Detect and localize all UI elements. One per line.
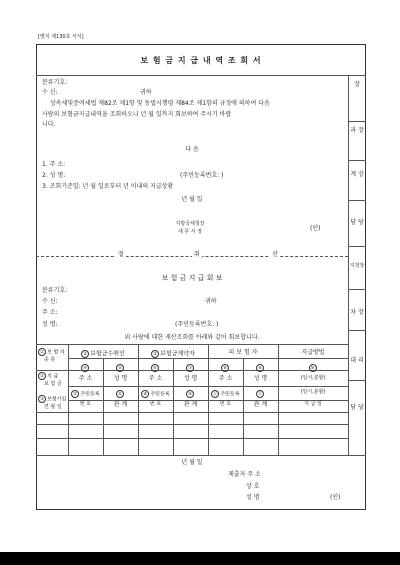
- submitter-company: 상 호: [246, 483, 260, 490]
- recipient-relation: 관 계: [113, 401, 128, 408]
- reply-doc-no: 분류기호:: [42, 287, 68, 294]
- sub-marker-4: ④: [68, 364, 103, 372]
- contractor-reg-no: ⑧ 주민등록: [138, 390, 173, 398]
- request-date: 년 월 일: [181, 196, 203, 203]
- request-item-period: 3. 조회기준일: 년 월 일로부터 년 이내의 지급상황: [42, 183, 174, 190]
- insured-reg-no-b: 번 호: [219, 401, 232, 407]
- row-head-join-a: ③ 보험가입: [38, 395, 66, 403]
- row-head-paid-b: 보 험 금: [44, 381, 62, 387]
- approval-label-3: 계 장: [350, 171, 364, 178]
- cut-line-label-2: 취: [194, 251, 200, 258]
- row-head-paid-a: ② 지 급: [38, 372, 58, 380]
- approval-label-5: 지정장: [349, 263, 365, 269]
- method-lump-sum-2: (일시,분할): [300, 389, 326, 395]
- title-divider: [36, 75, 366, 76]
- request-recipient-suffix: 귀하: [140, 89, 152, 96]
- sub-marker-8: ⑧: [208, 364, 243, 372]
- insured-relation: 관 계: [253, 401, 268, 408]
- cut-line-label-1: 절: [118, 251, 124, 258]
- reply-reg-no: (주민등록번호: ): [175, 321, 219, 328]
- recipient-address: 주 소: [78, 375, 93, 382]
- insured-address: 주 소: [218, 375, 233, 382]
- row-head-join-b: 연 월 일: [44, 404, 62, 410]
- col-method: 지급방법: [301, 349, 325, 356]
- approval-label-8: 담 당: [350, 404, 364, 411]
- request-recipient-label: 수 신:: [42, 89, 58, 96]
- approval-label-2: 과 장: [350, 127, 364, 134]
- reply-title: 보 험 금 지 급 회 보: [161, 274, 223, 282]
- submitter-address: 제출자 주 소: [228, 471, 261, 478]
- method-lump-sum-1: (일시,분할): [300, 375, 326, 381]
- request-item-reg-no: (주민등록번호: ): [180, 172, 224, 179]
- request-doc-no: 분류기호:: [42, 79, 68, 86]
- issuer-district: 세 무 서 장: [177, 229, 203, 235]
- recipient-name: 성 명: [113, 375, 128, 382]
- form-title: 보 험 금 지 급 내 역 조 회 서: [140, 56, 262, 65]
- next-heading: 다 음: [185, 146, 199, 153]
- row-head-type-b: 종 류: [44, 357, 56, 363]
- request-body-line3: 니다.: [42, 121, 56, 128]
- footer-date: 년 월 일: [181, 459, 203, 466]
- reply-recipient-label: 수 신:: [42, 298, 58, 305]
- reply-address-label: 주 소:: [42, 309, 58, 316]
- issuer-regional: 지방국세청장: [175, 221, 205, 227]
- request-seal: (인): [310, 225, 321, 232]
- approval-label-7: 대 리: [350, 357, 364, 364]
- sub-marker-7: ⑦: [173, 364, 208, 372]
- row-head-type-a: ① 보 험 의: [38, 348, 65, 356]
- sub-marker-relation-2: ⑨: [173, 390, 208, 398]
- bottom-bar: [0, 552, 400, 565]
- recipient-reg-no: ⑤ 주민등록: [68, 390, 103, 398]
- contractor-relation: 관 계: [183, 401, 198, 408]
- sub-marker-10: ⑩: [278, 364, 348, 372]
- col-recipient: ② 보험금수취인: [68, 350, 138, 358]
- col-insured: 피 보 험 자: [228, 349, 258, 356]
- recipient-reg-no-b: 번 호: [79, 401, 92, 407]
- request-body-line2: 사람의 보험금지급내역을 조회하오니 년 월 일까지 회보하여 주시기 바랍: [42, 111, 232, 118]
- form-number-label: [별지 제130호 서식]: [38, 34, 84, 40]
- request-item-address: 1. 주 소:: [42, 161, 66, 168]
- insured-name: 성 명: [253, 375, 268, 382]
- submitter-name: 성 명: [246, 494, 260, 501]
- method-pay-date: 지 급 일: [304, 401, 322, 407]
- approval-label-6: 차 장: [350, 309, 364, 316]
- contractor-address: 주 소: [148, 375, 163, 382]
- cut-line-label-3: 선: [272, 251, 278, 258]
- reply-recipient-suffix: 귀하: [205, 298, 217, 305]
- reply-notice: 위 사람에 대한 재산조회를 아래와 같이 회보합니다.: [124, 334, 260, 341]
- contractor-name: 성 명: [183, 375, 198, 382]
- submitter-seal: (인): [330, 494, 341, 501]
- sub-marker-relation-3: ⑫: [258, 391, 262, 396]
- request-item-name: 2. 성 명:: [42, 172, 66, 179]
- sub-marker-9: ⑨: [243, 364, 278, 372]
- approval-label-4: 담 당: [350, 219, 364, 226]
- reply-name-label: 성 명:: [42, 321, 58, 328]
- insured-reg-no: ⑪ 주민등록: [213, 391, 240, 398]
- sub-marker-relation-1: ⑥: [103, 390, 138, 398]
- sub-marker-6: ⑥: [138, 364, 173, 372]
- contractor-reg-no-b: 번 호: [149, 401, 162, 407]
- col-contractor: ③ 보험금계약자: [138, 350, 208, 358]
- sub-marker-5: ⑤: [103, 364, 138, 372]
- approval-label-1: 장: [354, 81, 360, 88]
- request-body-line1: 상속세및증여세법 제82조 제1항 및 동법시행령 제84조 제1항의 규정에 의하여 다음: [50, 100, 270, 107]
